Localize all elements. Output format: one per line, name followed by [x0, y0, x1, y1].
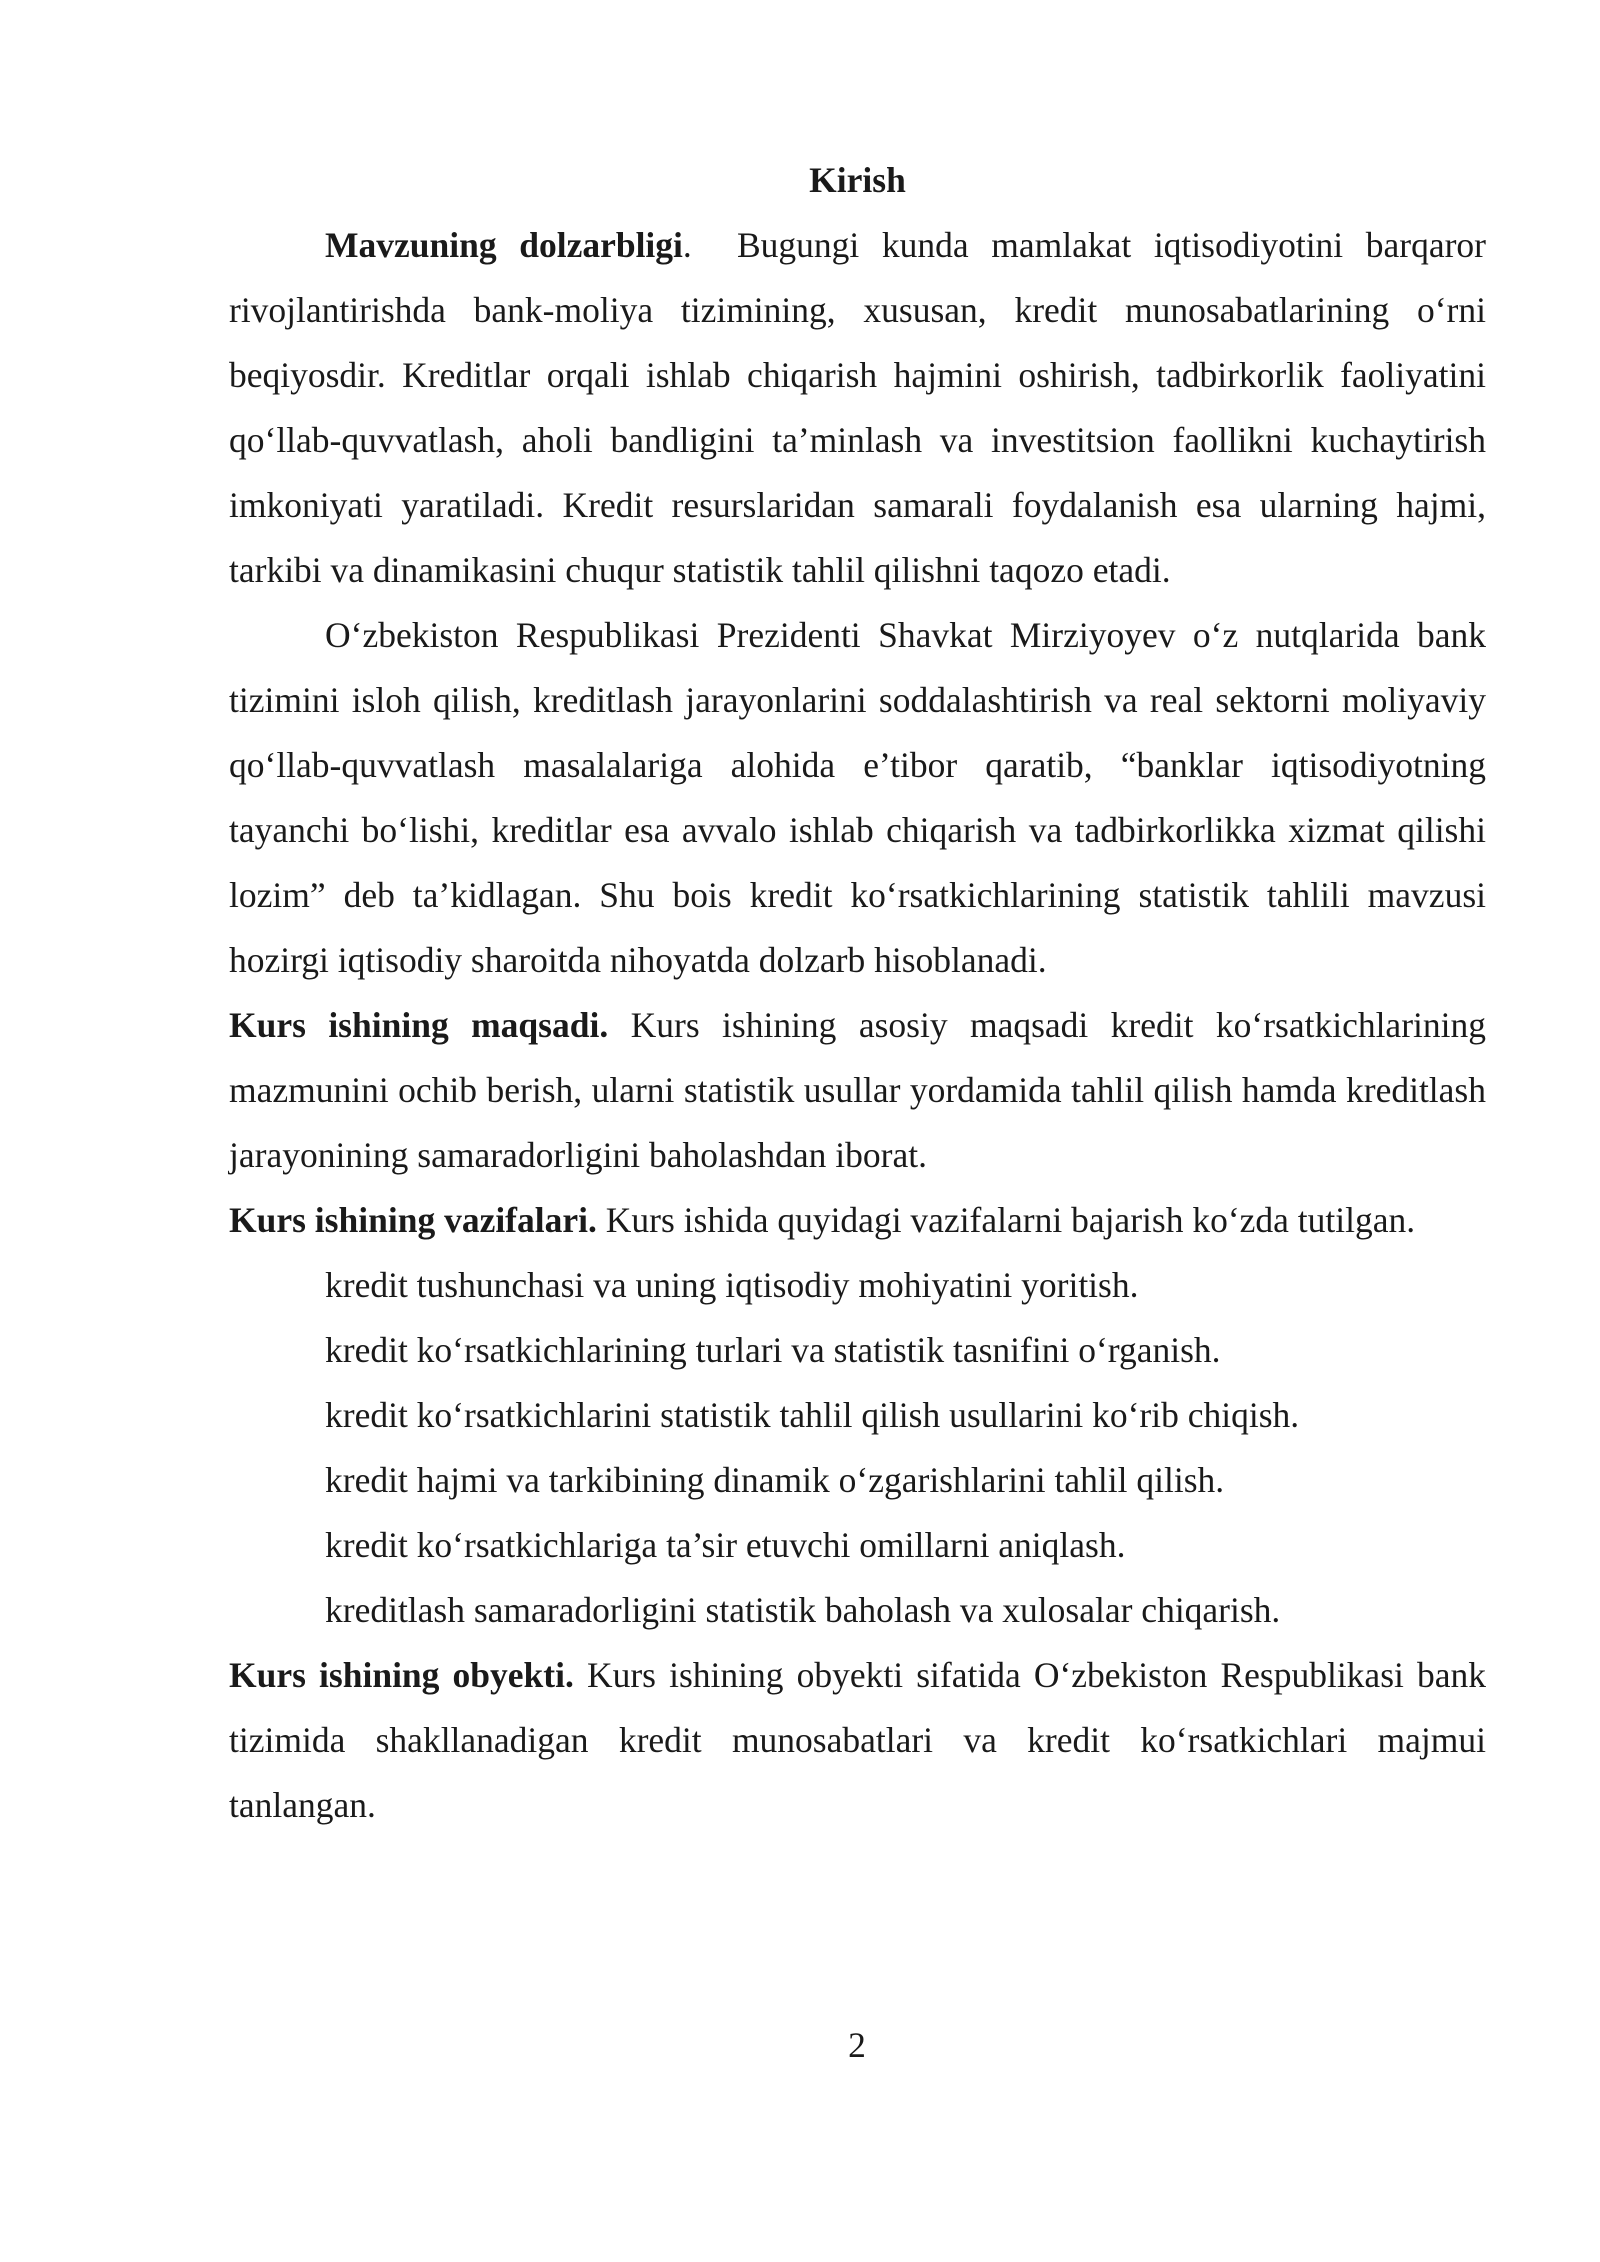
object-text: Kurs ishining obyekti sifatida O‘zbekiston Respublikasi bank tizimida shakllanadigan kredit munosabatlari va kredit ko‘rsatkichlari majmui tanlangan.	[229, 1655, 1486, 1825]
tasks-lead: Kurs ishining vazifalari.	[229, 1200, 597, 1240]
president-paragraph: O‘zbekiston Respublikasi Prezidenti Shavkat Mirziyoyev o‘z nutqlarida bank tizimini isloh qilish, kreditlash jarayonlarini soddalashtirish va real sektorni moliyaviy qo‘llab-quvvatlash masalalariga alohida e’tibor qaratib, “banklar iqtisodiyotning tayanchi bo‘lishi, kreditlar esa avvalo ishlab chiqarish va tadbirkorlikka xizmat qilishi lozim” deb ta’kidlagan. Shu bois kredit ko‘rsatkichlarining statistik tahlili mavzusi hozirgi iqtisodiy sharoitda nihoyatda dolzarb hisoblanadi.	[229, 615, 1486, 980]
tasks-list	[229, 1253, 1486, 1643]
page-number: 2	[848, 2025, 866, 2065]
relevance-text: Bugungi kunda mamlakat iqtisodiyotini barqaror rivojlantirishda bank-moliya tizimining, xususan, kredit munosabatlarining o‘rni beqiyosdir. Kreditlar orqali ishlab chiqarish hajmini oshirish, tadbirkorlik faoliyatini qo‘llab-quvvatlash, aholi bandligini ta’minlash va investitsion faollikni kuchaytirish imkoniyati yaratiladi. Kredit resurslaridan samarali foydalanish esa ularning hajmi, tarkibi va dinamikasini chuqur statistik tahlil qilishni taqozo etadi.	[229, 225, 1495, 590]
list-item: kredit tushunchasi va uning iqtisodiy mohiyatini yoritish.	[325, 1265, 1139, 1305]
object-lead: Kurs ishining obyekti.	[229, 1655, 574, 1695]
relevance-lead: Mavzuning dolzarbligi	[325, 225, 683, 265]
goal-paragraph	[229, 993, 1486, 1188]
list-item: kredit ko‘rsatkichlarining turlari va statistik tasnifini o‘rganish.	[325, 1330, 1221, 1370]
section-title: Kirish	[809, 160, 906, 200]
relevance-lead-punct: .	[682, 225, 692, 265]
tasks-text: Kurs ishida quyidagi vazifalarni bajarish ko‘zda tutilgan.	[596, 1200, 1416, 1240]
goal-text: Kurs ishining asosiy maqsadi kredit ko‘rsatkichlarining mazmunini ochib berish, ularni statistik usullar yordamida tahlil qilish hamda kreditlash jarayonining samaradorligini baholashdan iborat.	[229, 1005, 1486, 1175]
list-item: kredit ko‘rsatkichlarini statistik tahlil qilish usullarini ko‘rib chiqish.	[325, 1395, 1300, 1435]
list-item: kreditlash samaradorligini statistik baholash va xulosalar chiqarish.	[325, 1590, 1281, 1630]
object-paragraph	[229, 1643, 1486, 1838]
list-item: kredit ko‘rsatkichlariga ta’sir etuvchi omillarni aniqlash.	[325, 1525, 1126, 1565]
tasks-paragraph	[229, 1188, 1486, 1253]
document-page	[229, 148, 1495, 1838]
list-item: kredit hajmi va tarkibining dinamik o‘zgarishlarini tahlil qilish.	[325, 1460, 1225, 1500]
relevance-paragraph	[229, 213, 1495, 603]
goal-lead: Kurs ishining maqsadi.	[229, 1005, 609, 1045]
